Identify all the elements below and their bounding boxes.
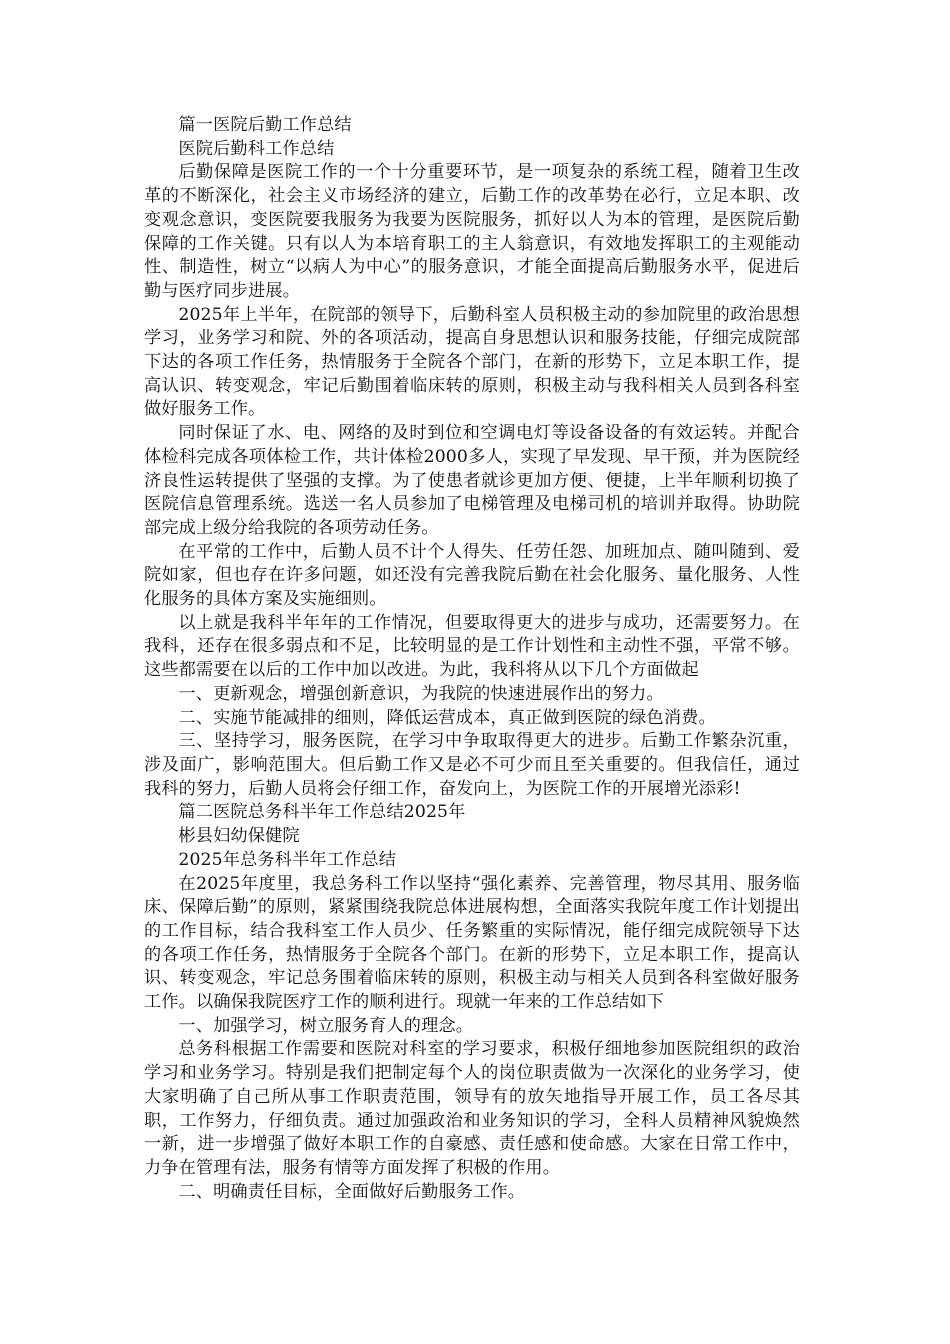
section-heading: 二、明确责任目标，全面做好后勤服务工作。: [178, 1181, 526, 1202]
document-body: [144, 114, 800, 1204]
list-item: 二、实施节能减排的细则，降低运营成本，真正做到医院的绿色消费。: [178, 707, 716, 728]
list-item: 一、更新观念，增强创新意识，为我院的快速进展作出的努力。: [178, 683, 664, 704]
paragraph: 在2025年度里，我总务科工作以坚持“强化素养、完善管理，物尽其用、服务临床、保障后勤”的原则，紧紧围绕我院总体进展构想，全面落实我院年度工作计划提出的工作目标，结合我科室工作人员少、任务繁重的实际情况，能仔细完成院领导下达的各项工作任务，热情服务于全院各个部门。在新的形势下，立足本职工作，提高认识、转变观念，牢记总务围着临床转的原则，积极主动与相关人员到各科室做好服务工作。以确保我院医疗工作的顺利进行。现就一年来的工作总结如下: [144, 873, 800, 1013]
paragraph: 后勤保障是医院工作的一个十分重要环节，是一项复杂的系统工程，随着卫生改革的不断深化，社会主义市场经济的建立，后勤工作的改革势在必行，立足本职、改变观念意识，变医院要我服务为我要为医院服务，抓好以人为本的管理，是医院后勤保障的工作关键。只有以人为本培育职工的主人翁意识，有效地发挥职工的主观能动性、制造性，树立“以病人为中心”的服务意识，才能全面提高后勤服务水平，促进后勤与医疗同步进展。: [144, 162, 800, 301]
paragraph: 在平常的工作中，后勤人员不计个人得失、任劳任怨、加班加点、随叫随到、爱院如家，但也存在许多问题，如还没有完善我院后勤在社会化服务、量化服务、人性化服务的具体方案及实施细则。: [144, 541, 800, 610]
paragraph: 总务科根据工作需要和医院对科室的学习要求，积极仔细地参加医院组织的政治学习和业务学习。特别是我们把制定每个人的岗位职责做为一次深化的业务学习，使大家明确了自己所从事工作职责范围，领导有的放矢地指导开展工作，员工各尽其职，工作努力，仔细负责。通过加强政治和业务知识的学习，全科人员精神风貌焕然一新，进一步增强了做好本职工作的自豪感、责任感和使命感。大家在日常工作中，力争在管理有法，服务有情等方面发挥了积极的作用。: [144, 1039, 800, 1178]
subheading-logistics-summary: 医院后勤科工作总结: [178, 138, 335, 159]
section-heading: 一、加强学习，树立服务育人的理念。: [178, 1015, 474, 1036]
heading-part-two: 篇二医院总务科半年工作总结2025年: [178, 802, 466, 823]
organization-name: 彬县妇幼保健院: [178, 826, 300, 847]
paragraph: 同时保证了水、电、网络的及时到位和空调电灯等设备设备的有效运转。并配合体检科完成各项体检工作，共计体检2000多人，实现了早发现、早干预，并为医院经济良性运转提供了坚强的支撑。为了使患者就诊更加方便、便捷，上半年顺利切换了医院信息管理系统。选送一名人员参加了电梯管理及电梯司机的培训并取得。协助院部完成上级分给我院的各项劳动任务。: [144, 423, 800, 538]
paragraph: 以上就是我科半年年的工作情况，但要取得更大的进步与成功，还需要努力。在我科，还存在很多弱点和不足，比较明显的是工作计划性和主动性不强，平常不够。这些都需要在以后的工作中加以改进。为此，我科将从以下几个方面做起: [144, 612, 800, 681]
heading-part-one: 篇一医院后勤工作总结: [178, 115, 352, 135]
list-item: 三、坚持学习，服务医院，在学习中争取取得更大的进步。后勤工作繁杂沉重，涉及面广，影响范围大。但后勤工作又是必不可少而且至关重要的。但我信任，通过我科的努力，后勤人员将会仔细工作，奋发向上，为医院工作的开展增光添彩!: [144, 731, 800, 799]
subheading-general-affairs-summary: 2025年总务科半年工作总结: [178, 849, 397, 870]
paragraph: 2025年上半年，在院部的领导下，后勤科室人员积极主动的参加院里的政治思想学习，业务学习和院、外的各项活动，提高自身思想认识和服务技能，仔细完成院部下达的各项工作任务，热情服务于全院各个部门，在新的形势下，立足本职工作，提高认识、转变观念，牢记后勤围着临床转的原则，积极主动与我科相关人员到各科室做好服务工作。: [144, 304, 800, 420]
